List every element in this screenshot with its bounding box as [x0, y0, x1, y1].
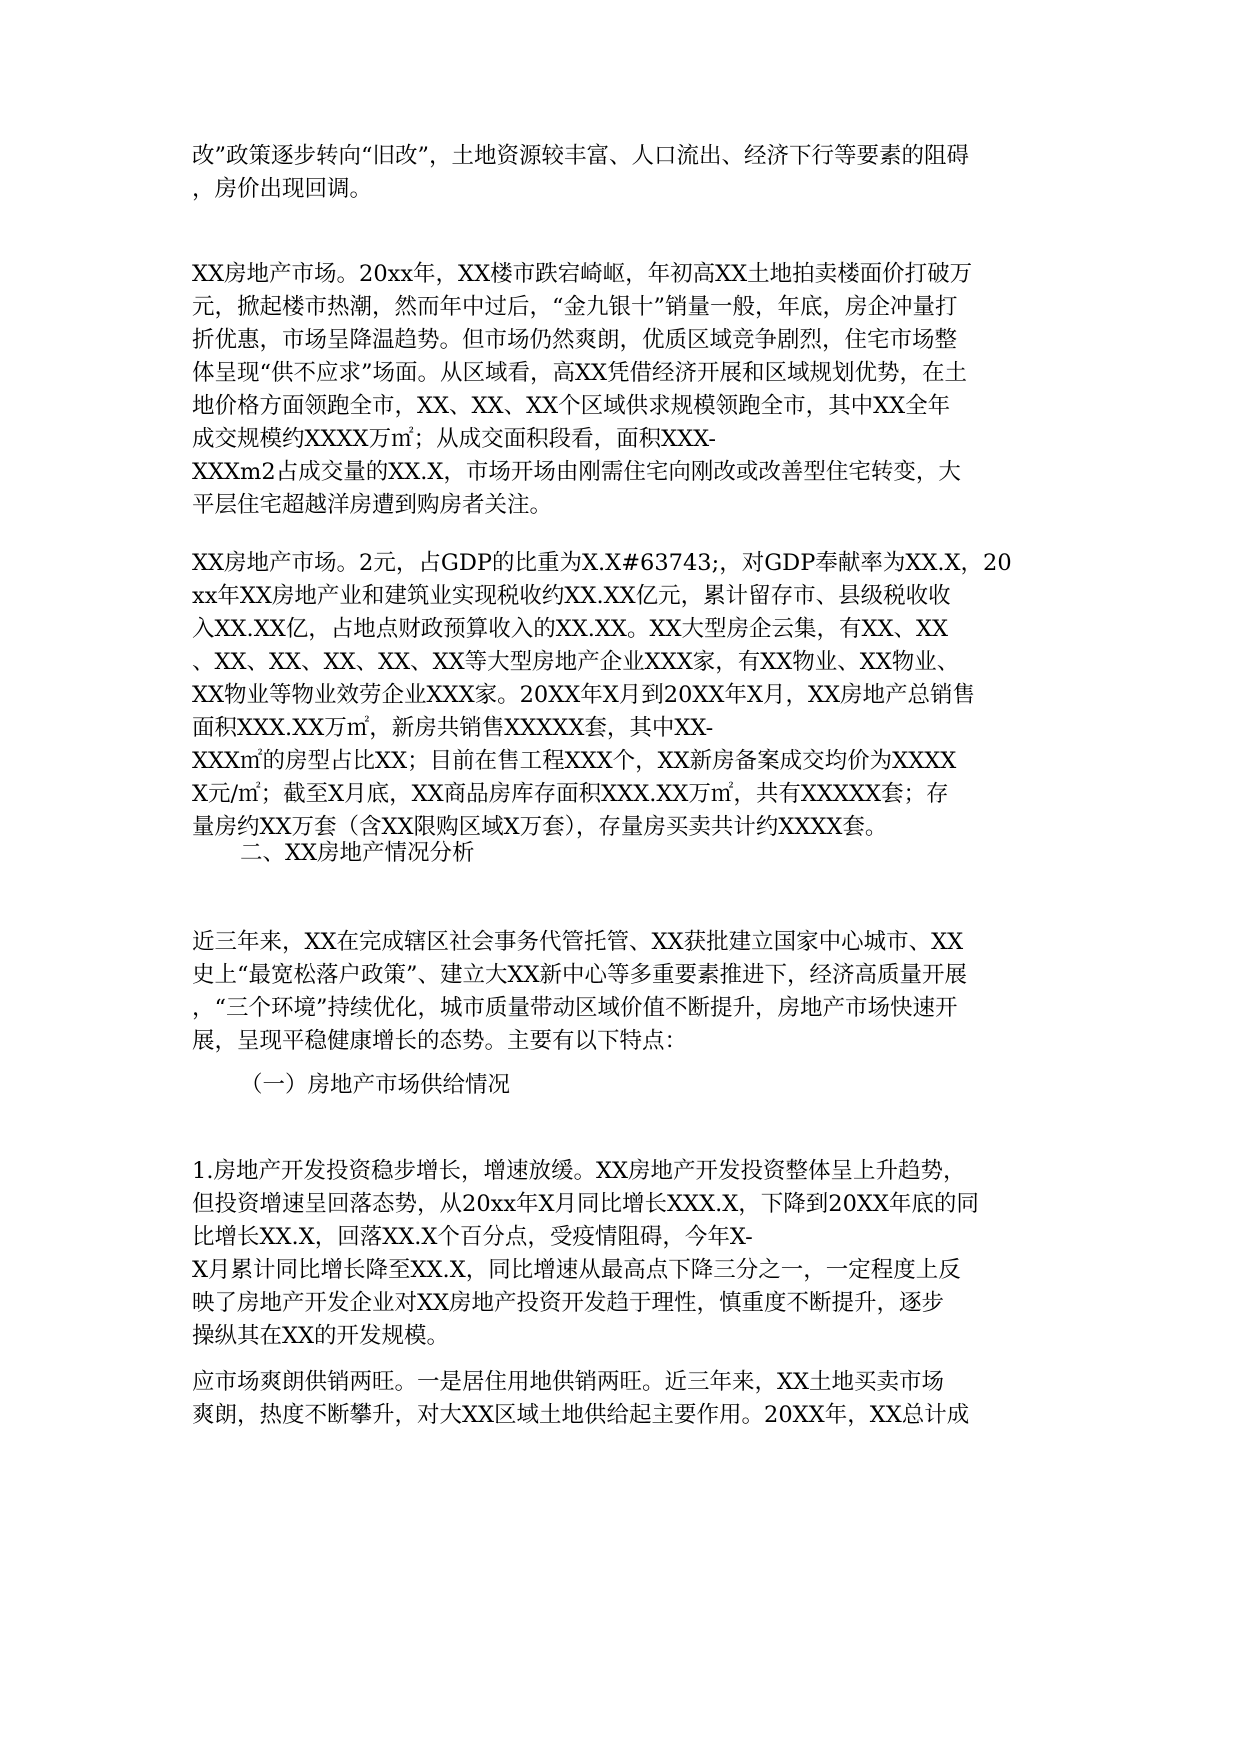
paragraph-investment-growth: 1.房地产开发投资稳步增长，增速放缓。XX房地产开发投资整体呈上升趋势， 但投资增速呈回落态势，从20xx年X月同比增长XXX.X，下降到20XX年底的同 比增长XX.X，回落XX.X个百分点，受疫情阻碍，今年X- X月累计同比增长降至XX.X，同比增速从最高点下降三分之一，一定程度上反 映了房地产开发企业对XX房地产投资开发趋于理性，慎重度不断提升，逐步 操纵其在XX的开发规模。	[192, 1158, 979, 1349]
subsection-heading-supply: （一）房地产市场供给情况	[240, 1072, 511, 1098]
section-heading-analysis: 二、XX房地产情况分析	[240, 840, 475, 866]
paragraph-market-economy: XX房地产市场。2元，占GDP的比重为X.X#63743;，对GDP奉献率为XX.X，20 xx年XX房地产业和建筑业实现税收约XX.XX亿元，累计留存市、县级税收收 入XX.XX亿，占地点财政预算收入的XX.XX。XX大型房企云集，有XX、XX 、XX、XX、XX、XX、XX等大型房地产企业XXX家，有XX物业、XX物业、 XX物业等物业效劳企业XXX家。20XX年X月到20XX年X月，XX房地产总销售 面积XXX.XX万㎡，新房共销售XXXXX套，其中XX- XXX㎡的房型占比XX；目前在售工程XXX个，XX新房备案成交均价为XXXX X元/㎡；截至X月底，XX商品房库存面积XXX.XX万㎡，共有XXXXX套；存 量房约XX万套（含XX限购区域X万套），存量房买卖共计约XXXX套。	[192, 550, 1012, 840]
paragraph-land-supply: 应市场爽朗供销两旺。一是居住用地供销两旺。近三年来，XX土地买卖市场 爽朗，热度不断攀升，对大XX区域土地供给起主要作用。20XX年，XX总计成	[192, 1369, 970, 1428]
paragraph-recent-years: 近三年来，XX在完成辖区社会事务代管托管、XX获批建立国家中心城市、XX 史上“最宽松落户政策”、建立大XX新中心等多重要素推进下，经济高质量开展 ，“三个环境”持续优化，城市质量带动区域价值不断提升，房地产市场快速开 展，呈现平稳健康增长的态势。主要有以下特点：	[192, 929, 968, 1054]
paragraph-policy-shift: 改”政策逐步转向“旧改”，土地资源较丰富、人口流出、经济下行等要素的阻碍 ，房价出现回调。	[192, 143, 970, 202]
paragraph-market-overview: XX房地产市场。20xx年，XX楼市跌宕崎岖，年初高XX土地拍卖楼面价打破万 元，掀起楼市热潮，然而年中过后，“金九银十”销量一般，年底，房企冲量打 折优惠，市场呈降温趋势。但市场仍然爽朗，优质区域竞争剧烈，住宅市场整 体呈现“供不应求”场面。从区域看，高XX凭借经济开展和区域规划优势，在土 地价格方面领跑全市，XX、XX、XX个区域供求规模领跑全市，其中XX全年 成交规模约XXXX万㎡；从成交面积段看，面积XXX- XXXm2占成交量的XX.X，市场开场由刚需住宅向刚改或改善型住宅转变，大 平层住宅超越洋房遭到购房者关注。	[192, 261, 973, 518]
